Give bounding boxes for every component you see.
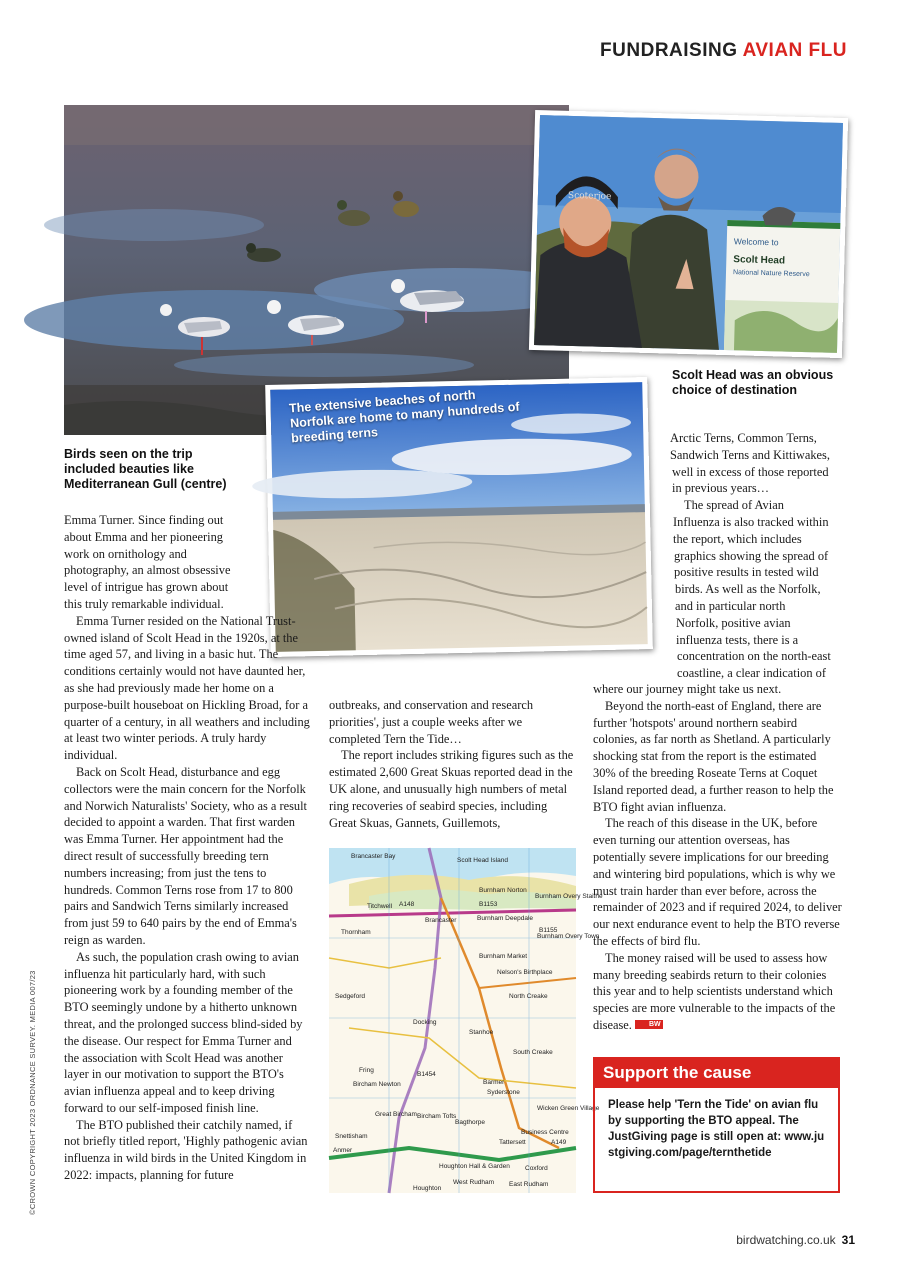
col3-para-4	[593, 950, 842, 1034]
map-label: Docking	[413, 1019, 437, 1026]
map-label: Burnham Market	[479, 953, 528, 960]
map-label: West Rudham	[453, 1179, 495, 1186]
map-label: Great Bircham	[375, 1111, 417, 1118]
col3-para-4-text: The money raised will be used to assess how many breeding seabirds return to their colonies this year and to help scientists understand which species are more vulnerable to the impacts of the disease.	[593, 950, 836, 1032]
copyright-notice: ©CROWN COPYRIGHT 2023 ORDNANCE SURVEY. MEDIA 007/23	[28, 970, 37, 1215]
map-label: Fring	[359, 1067, 374, 1074]
map-label: Bircham Newton	[353, 1081, 401, 1088]
column-3	[593, 681, 842, 1034]
col3-line: Sandwich Terns and Kittiwakes,	[670, 447, 830, 462]
col1-para-1: Emma Turner. Since finding out about Emma and her pioneering work on ornithology and photography, an almost obsessive level of intrigue has grown about this truly remarkable individual.	[64, 513, 231, 611]
col3-line: Influenza is also tracked within	[673, 514, 829, 529]
col1-para-2: Emma Turner resided on the National Trust-owned island of Scolt Head in the 1920s, at the time aged 57, and living in a basic hut. The conditions certainly would not have daunted her, as she had previously made her home on a purpose-built houseboat on Hickling Broad, for a quarter of a century, in all weathers and including at least two winter periods. A truly hardy individual.	[64, 613, 310, 763]
col3-line: birds. As well as the Norfolk,	[675, 582, 821, 597]
col1-para-4: As such, the population crash owing to avian influenza hit particularly hard, with such pioneering work by a founding member of the BTO seemingly undone by a hitherto unknown threat, and the prolonged success blind-sided by the disease. Our respect for Emma Turner and the association with Scolt Head was another layer in our motivation to support the BTO's avian influenza appeal and to keep driving forward to our self-imposed finish line.	[64, 949, 303, 1115]
hat-logo-text: Scoterjoe	[567, 190, 612, 202]
col3-para-1: where our journey might take us next.	[593, 682, 782, 696]
col3-line: and in particular north	[675, 598, 786, 613]
beach-photo	[265, 377, 653, 657]
support-body: Please help 'Tern the Tide' on avian flu by supporting the BTO appeal. The JustGiving page is still open at:	[608, 1099, 819, 1143]
beach-caption: The extensive beaches of north Norfolk are home to many hundreds of breeding terns	[288, 387, 520, 446]
map-label: Brancaster	[425, 917, 457, 924]
map-label: Brancaster Bay	[351, 853, 396, 860]
map-label: A148	[399, 901, 415, 908]
col2-para-2: The report includes striking figures such as the estimated 2,600 Great Skuas reported dead in the UK alone, and unusually high numbers of metal ring recoveries of seabird species, including Great Skuas, Gannets, Guillemots,	[329, 748, 574, 830]
site-url[interactable]: birdwatching.co.uk	[736, 1233, 836, 1247]
col3-line: in previous years…	[672, 481, 770, 496]
col1-para-3: Back on Scolt Head, disturbance and egg collectors were the main concern for the Norfolk and Norwich Naturalists' Society, who as a result decided to appoint a warden. That first warden was Emma Turner. Her appointment had the direct result of successfully breeding tern numbers increasing; from just the tens to hundreds. Common Terns rose from 17 to 800 pairs and Sandwich Terns similarly increased from just 59 to 640 pairs by the end of Emma's reign as warden.	[64, 764, 307, 947]
map-label: Stanhoe	[469, 1029, 494, 1036]
scolt-head-photo	[529, 110, 848, 358]
map-label: B1153	[479, 901, 498, 908]
map-label: Bircham Tofts	[417, 1113, 457, 1120]
map-label: B1454	[417, 1071, 436, 1078]
column-3-top	[664, 430, 844, 682]
map-label: East Rudham	[509, 1181, 549, 1188]
map-label: Business Centre	[521, 1129, 569, 1136]
support-title: Support the cause	[595, 1059, 838, 1088]
justgiving-link[interactable]: www.justgiving.com/page/ternthetide	[608, 1131, 825, 1159]
column-1	[64, 512, 310, 1184]
col2-para-1: outbreaks, and conservation and research priorities', just a couple weeks after we completed Tern the Tide…	[329, 698, 534, 746]
map-label: South Creake	[513, 1049, 553, 1056]
col3-line: graphics showing the spread of	[674, 548, 829, 563]
map-label: Tattersett	[499, 1139, 526, 1146]
col3-line: the report, which includes	[673, 531, 802, 546]
sign-sub: National Nature Reserve	[732, 269, 810, 279]
map-label: Barmer	[483, 1079, 505, 1086]
col3-para-3: The reach of this disease in the UK, before even turning our attention overseas, has potentially severe implications for our breeding and wintering bird populations, which is why we must train harder than ever before, across the remainder of 2023 and if required 2024, to deliver our next endurance event to help the BTO reverse the effects of bird flu.	[593, 816, 842, 948]
map-label: Burnham Norton	[479, 887, 527, 894]
map-label: Scolt Head Island	[457, 857, 508, 864]
map-label: Houghton Hall & Garden	[439, 1163, 510, 1170]
section-label: FUNDRAISING	[600, 40, 738, 61]
sign-welcome: Welcome to	[733, 236, 779, 248]
sign-name: Scolt Head	[733, 254, 786, 267]
map-label: Thornham	[341, 929, 371, 936]
map-label: Sedgeford	[335, 993, 365, 1000]
map-label: Wicken Green Village	[537, 1105, 600, 1112]
col3-para-2: Beyond the north-east of England, there are further 'hotspots' around northern seabird colonies, as far north as Shetland. A particularly shocking stat from the report is the estimated 30% of the breeding Roseate Terns at Coquet Island reported dead, a further reason to help the BTO fight avian influenza.	[593, 698, 834, 814]
page-number: 31	[841, 1233, 855, 1247]
col3-line: concentration on the north-east	[677, 649, 831, 664]
column-2	[329, 697, 575, 831]
support-text	[595, 1088, 838, 1161]
map-label: Burnham Overy Staithe	[535, 893, 603, 900]
map-label: North Creake	[509, 993, 548, 1000]
map-label: Coxford	[525, 1165, 548, 1172]
section-topic: AVIAN FLU	[742, 40, 847, 61]
map-label: Anmer	[333, 1147, 353, 1154]
col3-line: Norfolk, positive avian	[676, 615, 791, 630]
support-box	[593, 1057, 840, 1193]
area-map	[329, 848, 603, 1193]
scolt-caption: Scolt Head was an obvious choice of destination	[672, 368, 834, 397]
map-label: Nelson's Birthplace	[497, 969, 553, 976]
map-label: Burnham Overy Town	[537, 933, 600, 940]
map-label: A149	[551, 1139, 567, 1146]
section-header	[600, 40, 847, 62]
map-label: B1155	[539, 927, 558, 934]
col3-line: influenza tests, there is a	[676, 632, 799, 647]
col3-line: positive results in tested wild	[674, 565, 819, 580]
map-label: Bagthorpe	[455, 1119, 485, 1126]
birds-caption: Birds seen on the trip included beauties like Mediterranean Gull (centre)	[64, 447, 227, 491]
col3-line: Arctic Terns, Common Terns,	[670, 431, 817, 445]
col3-line: coastline, a clear indication of	[677, 666, 826, 681]
page-footer	[736, 1233, 855, 1247]
col1-para-5: The BTO published their catchily named, if not briefly titled report, 'Highly pathogenic avian influenza in wild birds in the United Kingdom in 2022: impacts, planning for future	[64, 1117, 308, 1183]
map-label: Snettisham	[335, 1133, 368, 1140]
map-label: Houghton	[413, 1185, 442, 1192]
map-label: Titchwell	[367, 903, 393, 910]
map-label: Syderstone	[487, 1089, 520, 1096]
col3-line: The spread of Avian	[684, 498, 784, 513]
bw-signoff-icon: BW	[635, 1020, 663, 1029]
col3-line: well in excess of those reported	[672, 464, 829, 479]
map-label: Burnham Deepdale	[477, 915, 534, 922]
